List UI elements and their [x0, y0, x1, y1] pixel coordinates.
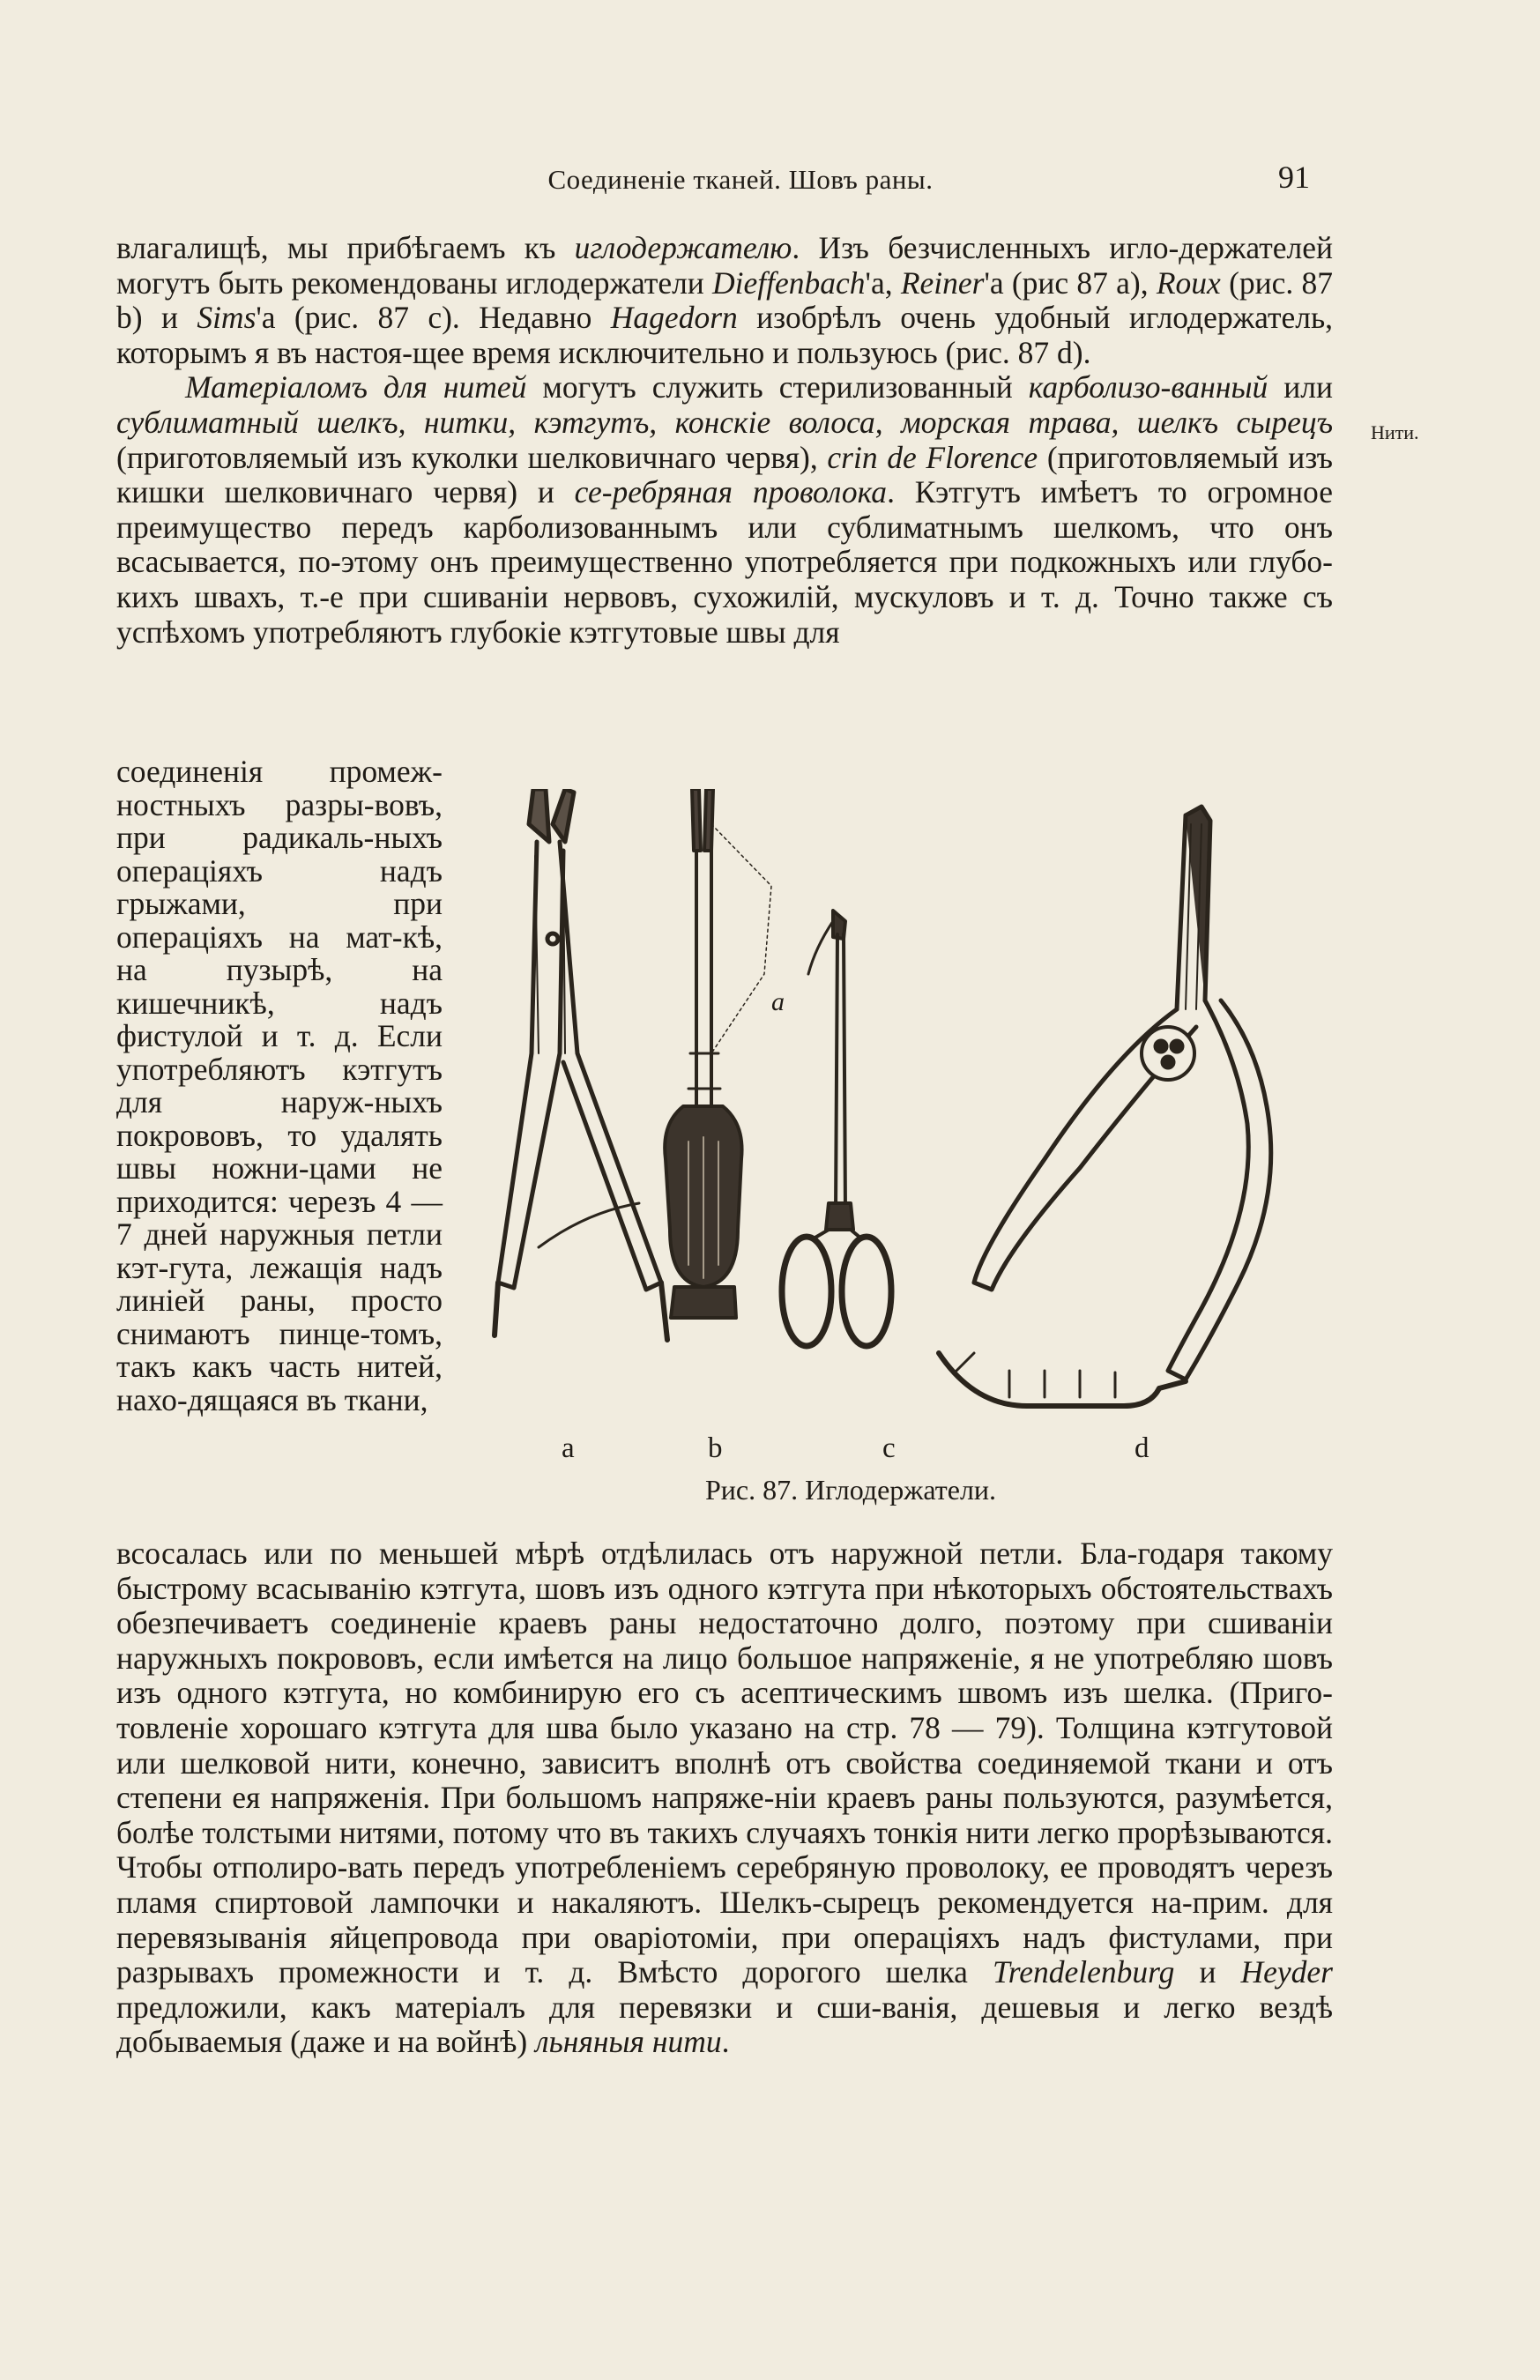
figure-caption: Рис. 87. Иглодержатели. — [705, 1474, 997, 1506]
figure-87 — [480, 789, 1322, 1476]
figure-inset-label: a — [771, 987, 785, 1016]
paragraph-thread-materials: Матеріаломъ для нитей могутъ служить стерилизованный карболизо-ванный или сублиматный шелкъ, нитки, кэтгутъ, конскіе волоса, морская трава, шелкъ сырецъ (приготовляемый изъ куколки шелковичнаго червя), crin de Florence (приготовляемый изъ кишки шелковичнаго червя) и се-ребряная проволока. Кэтгутъ имѣетъ то огромное преимущество передъ карболизованнымъ или сублиматнымъ шелкомъ, что онъ всасывается, по-этому онъ преимущественно употребляется при подкожныхъ или глубо-кихъ швахъ, т.-е при сшиваніи нервовъ, сухожилій, мускуловъ и т. д. Точно также съ успѣхомъ употребляютъ глубокіе кэтгутовые швы для — [116, 369, 1333, 650]
running-title: Соединеніе тканей. Шовъ раны. — [547, 164, 934, 195]
figure-label-a: a — [562, 1432, 575, 1464]
figure-label-c: c — [882, 1432, 896, 1464]
needle-holder-c — [782, 911, 891, 1346]
needle-holder-b — [665, 789, 771, 1318]
page-number: 91 — [1278, 160, 1310, 195]
needle-holder-d — [939, 807, 1271, 1406]
margin-note: Нити. — [1371, 421, 1419, 443]
figure-label-b: b — [708, 1432, 723, 1464]
needle-holders-illustration — [480, 789, 1322, 1476]
text-block-bottom — [116, 1536, 1333, 2060]
needle-holder-a — [495, 789, 667, 1340]
paragraph-catgut-continued: всосалась или по меньшей мѣрѣ отдѣлилась отъ наружной петли. Бла-годаря такому быстрому всасыванію кэтгута, шовъ изъ одного кэтгута при нѣкоторыхъ обстоятельствахъ обезпечиваетъ соединеніе краевъ раны недостаточно долго, поэтому при сшиваніи наружныхъ покрововъ, если имѣется на лицо большое напряженіе, я не употребляю шовъ изъ одного кэтгута, но комбинирую его съ асептическимъ швомъ изъ шелка. (Приго-товленіе хорошаго кэтгута для шва было указано на стр. 78 — 79). Толщина кэтгутовой или шелковой нити, конечно, зависитъ вполнѣ отъ свойства соединяемой ткани и отъ степени ея напряженія. При большомъ напряже-ніи краевъ раны пользуются, разумѣется, болѣе толстыми нитями, потому что въ такихъ случаяхъ тонкія нити легко прорѣзываются. Чтобы отполиро-вать передъ употребленіемъ серебряную проволоку, ее проводятъ черезъ пламя спиртовой лампочки и накаляютъ. Шелкъ-сырецъ рекомендуется на-прим. для перевязыванія яйцепровода при оваріотоміи, при операціяхъ надъ фистулами, при разрывахъ промежности и т. д. Вмѣсто дорогого шелка Trendelenburg и Heyder предложили, какъ матеріалъ для перевязки и сши-ванія, дешевыя и легко вездѣ добываемыя (даже и на войнѣ) льняныя нити. — [116, 1536, 1333, 2060]
paragraph-needle-holders: влагалищѣ, мы прибѣгаемъ къ иглодержателю. Изъ безчисленныхъ игло-держателей могутъ быть рекомендованы иглодержатели Dieffenbach'а, Reiner'а (рис 87 a), Roux (рис. 87 b) и Sims'а (рис. 87 c). Недавно Hagedorn изобрѣлъ очень удобный иглодержатель, которымъ я въ настоя-щее время исключительно и пользуюсь (рис. 87 d). — [116, 230, 1334, 370]
text-column-wrapped: соединенія промеж-ностныхъ разры-вовъ, при радикаль-ныхъ операціяхъ надъ грыжами, при операціяхъ на мат-кѣ, на пузырѣ, на кишечникѣ, надъ фистулой и т. д. Если употребляютъ кэтгутъ для наруж-ныхъ покрововъ, то удалять швы ножни-цами не приходится: черезъ 4 — 7 дней наружныя петли кэт-гута, лежащія надъ линіей раны, просто снимаютъ пинце-томъ, такъ какъ часть нитей, нахо-дящаяся въ ткани, — [116, 754, 443, 1417]
text-block-top — [116, 231, 1333, 650]
figure-label-d: d — [1135, 1432, 1149, 1464]
